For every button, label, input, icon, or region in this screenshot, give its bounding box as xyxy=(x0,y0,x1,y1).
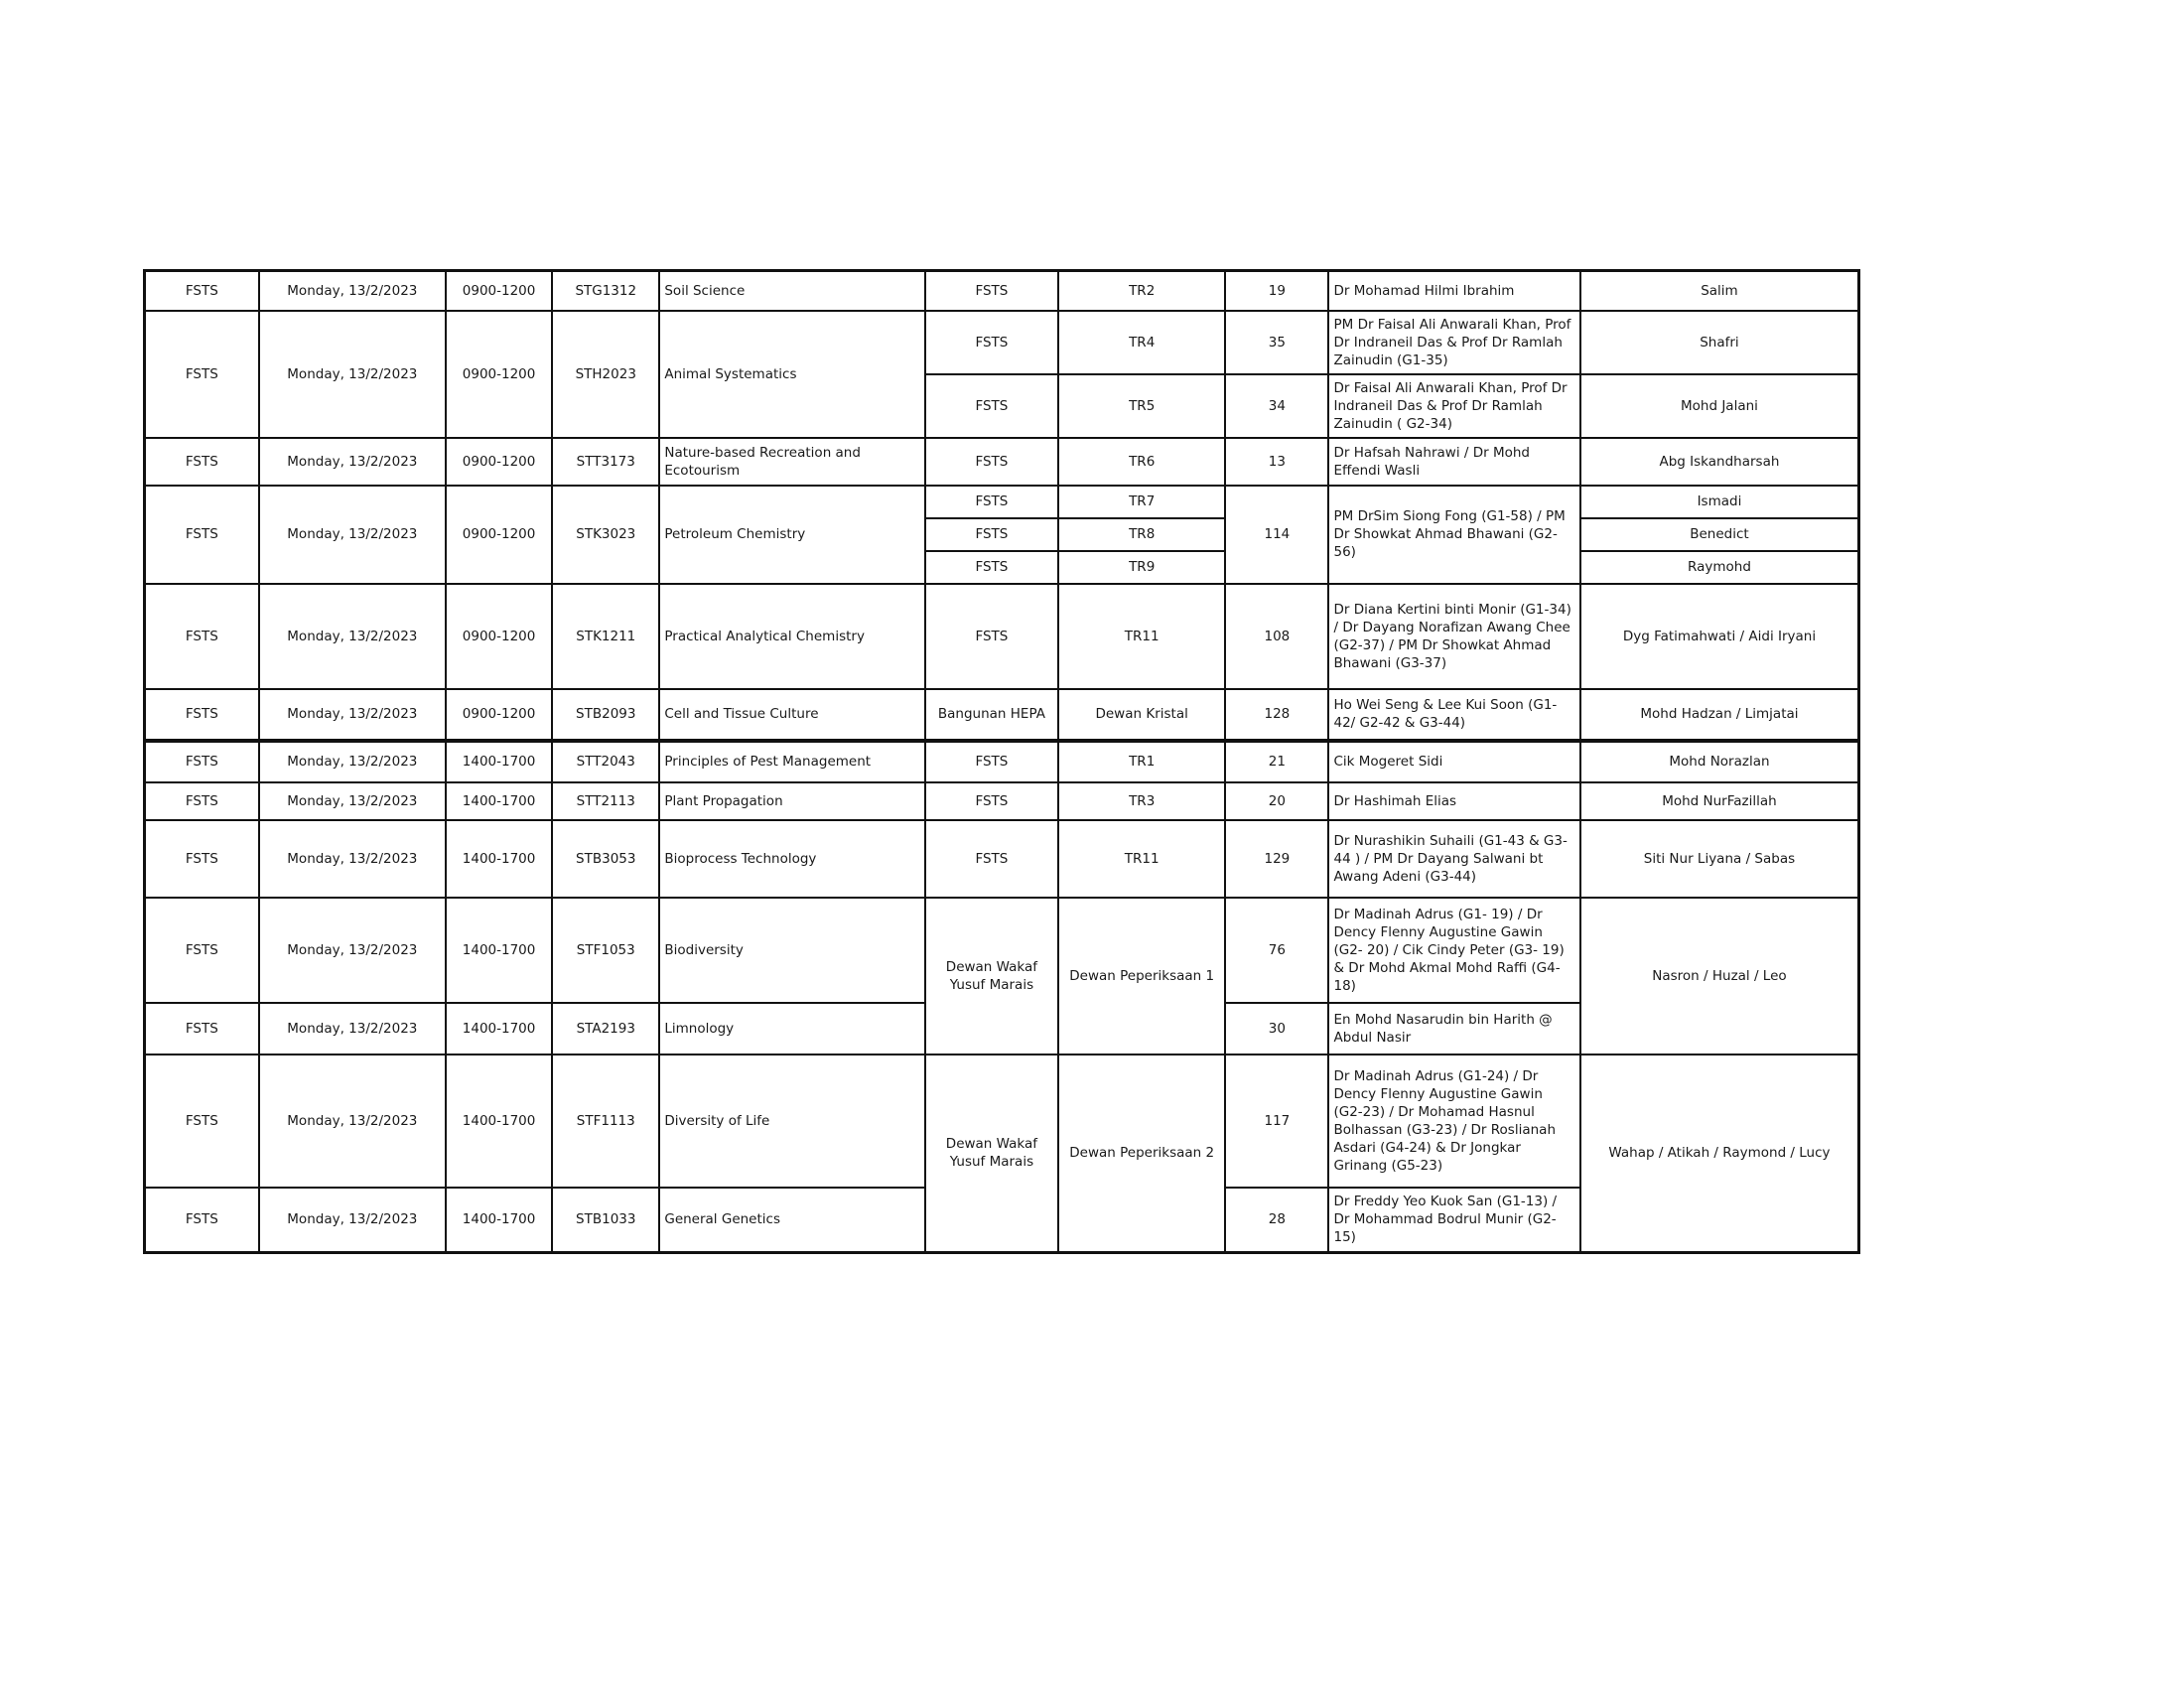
course-code-cell: STT2113 xyxy=(552,782,659,820)
invigilator-cell: Benedict xyxy=(1580,518,1859,551)
faculty-cell: FSTS xyxy=(145,898,259,1003)
lecturer-cell: Ho Wei Seng & Lee Kui Soon (G1-42/ G2-42 & G3-44) xyxy=(1328,689,1579,741)
room-cell: TR1 xyxy=(1058,741,1225,782)
student-count-cell: 20 xyxy=(1225,782,1328,820)
date-cell: Monday, 13/2/2023 xyxy=(259,584,446,689)
faculty-cell: FSTS xyxy=(145,584,259,689)
course-code-cell: STK1211 xyxy=(552,584,659,689)
lecturer-cell: Dr Madinah Adrus (G1- 19) / Dr Dency Flenny Augustine Gawin (G2- 20) / Cik Cindy Peter (G3- 19) & Dr Mohd Akmal Mohd Raffi (G4-18) xyxy=(1328,898,1579,1003)
room-cell: TR7 xyxy=(1058,486,1225,518)
room-cell: Dewan Peperiksaan 2 xyxy=(1058,1055,1225,1253)
date-cell: Monday, 13/2/2023 xyxy=(259,689,446,741)
faculty-cell: FSTS xyxy=(145,311,259,438)
course-name-cell: Diversity of Life xyxy=(659,1055,924,1188)
course-name-cell: Practical Analytical Chemistry xyxy=(659,584,924,689)
room-cell: TR11 xyxy=(1058,820,1225,898)
course-code-cell: STK3023 xyxy=(552,486,659,584)
course-name-cell: Cell and Tissue Culture xyxy=(659,689,924,741)
lecturer-cell: Dr Hashimah Elias xyxy=(1328,782,1579,820)
lecturer-cell: Dr Hafsah Nahrawi / Dr Mohd Effendi Wasli xyxy=(1328,438,1579,486)
course-name-cell: Principles of Pest Management xyxy=(659,741,924,782)
invigilator-cell: Raymohd xyxy=(1580,551,1859,584)
date-cell: Monday, 13/2/2023 xyxy=(259,271,446,311)
building-cell: FSTS xyxy=(925,551,1058,584)
time-cell: 1400-1700 xyxy=(446,1055,552,1188)
exam-schedule-table xyxy=(143,269,1860,1254)
invigilator-cell: Mohd NurFazillah xyxy=(1580,782,1859,820)
date-cell: Monday, 13/2/2023 xyxy=(259,898,446,1003)
course-code-cell: STH2023 xyxy=(552,311,659,438)
building-cell: FSTS xyxy=(925,741,1058,782)
course-name-cell: Petroleum Chemistry xyxy=(659,486,924,584)
date-cell: Monday, 13/2/2023 xyxy=(259,1188,446,1253)
building-cell: Dewan Wakaf Yusuf Marais xyxy=(925,1055,1058,1253)
lecturer-cell: PM DrSim Siong Fong (G1-58) / PM Dr Showkat Ahmad Bhawani (G2-56) xyxy=(1328,486,1579,584)
building-cell: FSTS xyxy=(925,518,1058,551)
room-cell: TR6 xyxy=(1058,438,1225,486)
building-cell: FSTS xyxy=(925,374,1058,438)
table-row xyxy=(145,438,1859,486)
student-count-cell: 76 xyxy=(1225,898,1328,1003)
invigilator-cell: Mohd Hadzan / Limjatai xyxy=(1580,689,1859,741)
room-cell: TR8 xyxy=(1058,518,1225,551)
room-cell: TR5 xyxy=(1058,374,1225,438)
student-count-cell: 117 xyxy=(1225,1055,1328,1188)
room-cell: TR2 xyxy=(1058,271,1225,311)
student-count-cell: 19 xyxy=(1225,271,1328,311)
room-cell: TR9 xyxy=(1058,551,1225,584)
invigilator-cell: Salim xyxy=(1580,271,1859,311)
student-count-cell: 34 xyxy=(1225,374,1328,438)
time-cell: 0900-1200 xyxy=(446,438,552,486)
lecturer-cell: PM Dr Faisal Ali Anwarali Khan, Prof Dr Indraneil Das & Prof Dr Ramlah Zainudin (G1-35) xyxy=(1328,311,1579,374)
building-cell: FSTS xyxy=(925,486,1058,518)
course-name-cell: Bioprocess Technology xyxy=(659,820,924,898)
lecturer-cell: Dr Freddy Yeo Kuok San (G1-13) / Dr Mohammad Bodrul Munir (G2-15) xyxy=(1328,1188,1579,1253)
course-code-cell: STA2193 xyxy=(552,1003,659,1055)
course-name-cell: Nature-based Recreation and Ecotourism xyxy=(659,438,924,486)
date-cell: Monday, 13/2/2023 xyxy=(259,820,446,898)
lecturer-cell: Dr Nurashikin Suhaili (G1-43 & G3-44 ) / PM Dr Dayang Salwani bt Awang Adeni (G3-44) xyxy=(1328,820,1579,898)
faculty-cell: FSTS xyxy=(145,782,259,820)
table-row xyxy=(145,311,1859,374)
student-count-cell: 129 xyxy=(1225,820,1328,898)
course-name-cell: Soil Science xyxy=(659,271,924,311)
student-count-cell: 128 xyxy=(1225,689,1328,741)
time-cell: 0900-1200 xyxy=(446,311,552,438)
lecturer-cell: Dr Diana Kertini binti Monir (G1-34) / Dr Dayang Norafizan Awang Chee (G2-37) / PM Dr Showkat Ahmad Bhawani (G3-37) xyxy=(1328,584,1579,689)
time-cell: 1400-1700 xyxy=(446,741,552,782)
invigilator-cell: Wahap / Atikah / Raymond / Lucy xyxy=(1580,1055,1859,1253)
table-row xyxy=(145,898,1859,1003)
lecturer-cell: Dr Mohamad Hilmi Ibrahim xyxy=(1328,271,1579,311)
time-cell: 1400-1700 xyxy=(446,1003,552,1055)
building-cell: Bangunan HEPA xyxy=(925,689,1058,741)
building-cell: FSTS xyxy=(925,584,1058,689)
invigilator-cell: Siti Nur Liyana / Sabas xyxy=(1580,820,1859,898)
time-cell: 1400-1700 xyxy=(446,1188,552,1253)
lecturer-cell: Dr Madinah Adrus (G1-24) / Dr Dency Flenny Augustine Gawin (G2-23) / Dr Mohamad Hasnul Bolhassan (G3-23) / Dr Roslianah Asdari (G4-24) & Dr Jongkar Grinang (G5-23) xyxy=(1328,1055,1579,1188)
course-name-cell: General Genetics xyxy=(659,1188,924,1253)
date-cell: Monday, 13/2/2023 xyxy=(259,1055,446,1188)
table-row xyxy=(145,271,1859,311)
course-name-cell: Plant Propagation xyxy=(659,782,924,820)
table-row xyxy=(145,741,1859,782)
invigilator-cell: Ismadi xyxy=(1580,486,1859,518)
room-cell: TR4 xyxy=(1058,311,1225,374)
time-cell: 0900-1200 xyxy=(446,486,552,584)
building-cell: FSTS xyxy=(925,311,1058,374)
faculty-cell: FSTS xyxy=(145,486,259,584)
faculty-cell: FSTS xyxy=(145,689,259,741)
course-code-cell: STT3173 xyxy=(552,438,659,486)
date-cell: Monday, 13/2/2023 xyxy=(259,486,446,584)
time-cell: 1400-1700 xyxy=(446,898,552,1003)
table-row xyxy=(145,486,1859,518)
student-count-cell: 30 xyxy=(1225,1003,1328,1055)
building-cell: FSTS xyxy=(925,782,1058,820)
course-name-cell: Biodiversity xyxy=(659,898,924,1003)
course-code-cell: STF1053 xyxy=(552,898,659,1003)
building-cell: FSTS xyxy=(925,820,1058,898)
building-cell: FSTS xyxy=(925,438,1058,486)
student-count-cell: 28 xyxy=(1225,1188,1328,1253)
date-cell: Monday, 13/2/2023 xyxy=(259,438,446,486)
room-cell: Dewan Kristal xyxy=(1058,689,1225,741)
course-code-cell: STB1033 xyxy=(552,1188,659,1253)
table-row xyxy=(145,820,1859,898)
course-name-cell: Limnology xyxy=(659,1003,924,1055)
time-cell: 1400-1700 xyxy=(446,820,552,898)
table-row xyxy=(145,584,1859,689)
room-cell: Dewan Peperiksaan 1 xyxy=(1058,898,1225,1055)
building-cell: Dewan Wakaf Yusuf Marais xyxy=(925,898,1058,1055)
table-row xyxy=(145,689,1859,741)
table-row xyxy=(145,1055,1859,1188)
faculty-cell: FSTS xyxy=(145,741,259,782)
invigilator-cell: Nasron / Huzal / Leo xyxy=(1580,898,1859,1055)
table-row xyxy=(145,782,1859,820)
date-cell: Monday, 13/2/2023 xyxy=(259,311,446,438)
student-count-cell: 35 xyxy=(1225,311,1328,374)
time-cell: 1400-1700 xyxy=(446,782,552,820)
faculty-cell: FSTS xyxy=(145,1188,259,1253)
course-code-cell: STB3053 xyxy=(552,820,659,898)
time-cell: 0900-1200 xyxy=(446,584,552,689)
date-cell: Monday, 13/2/2023 xyxy=(259,741,446,782)
course-code-cell: STB2093 xyxy=(552,689,659,741)
course-code-cell: STT2043 xyxy=(552,741,659,782)
room-cell: TR3 xyxy=(1058,782,1225,820)
lecturer-cell: Cik Mogeret Sidi xyxy=(1328,741,1579,782)
time-cell: 0900-1200 xyxy=(446,689,552,741)
date-cell: Monday, 13/2/2023 xyxy=(259,1003,446,1055)
student-count-cell: 114 xyxy=(1225,486,1328,584)
invigilator-cell: Mohd Norazlan xyxy=(1580,741,1859,782)
date-cell: Monday, 13/2/2023 xyxy=(259,782,446,820)
course-name-cell: Animal Systematics xyxy=(659,311,924,438)
faculty-cell: FSTS xyxy=(145,1003,259,1055)
student-count-cell: 108 xyxy=(1225,584,1328,689)
lecturer-cell: Dr Faisal Ali Anwarali Khan, Prof Dr Indraneil Das & Prof Dr Ramlah Zainudin ( G2-34) xyxy=(1328,374,1579,438)
room-cell: TR11 xyxy=(1058,584,1225,689)
faculty-cell: FSTS xyxy=(145,438,259,486)
invigilator-cell: Abg Iskandharsah xyxy=(1580,438,1859,486)
building-cell: FSTS xyxy=(925,271,1058,311)
course-code-cell: STF1113 xyxy=(552,1055,659,1188)
course-code-cell: STG1312 xyxy=(552,271,659,311)
faculty-cell: FSTS xyxy=(145,1055,259,1188)
student-count-cell: 21 xyxy=(1225,741,1328,782)
time-cell: 0900-1200 xyxy=(446,271,552,311)
invigilator-cell: Dyg Fatimahwati / Aidi Iryani xyxy=(1580,584,1859,689)
student-count-cell: 13 xyxy=(1225,438,1328,486)
lecturer-cell: En Mohd Nasarudin bin Harith @ Abdul Nasir xyxy=(1328,1003,1579,1055)
faculty-cell: FSTS xyxy=(145,271,259,311)
invigilator-cell: Mohd Jalani xyxy=(1580,374,1859,438)
invigilator-cell: Shafri xyxy=(1580,311,1859,374)
faculty-cell: FSTS xyxy=(145,820,259,898)
